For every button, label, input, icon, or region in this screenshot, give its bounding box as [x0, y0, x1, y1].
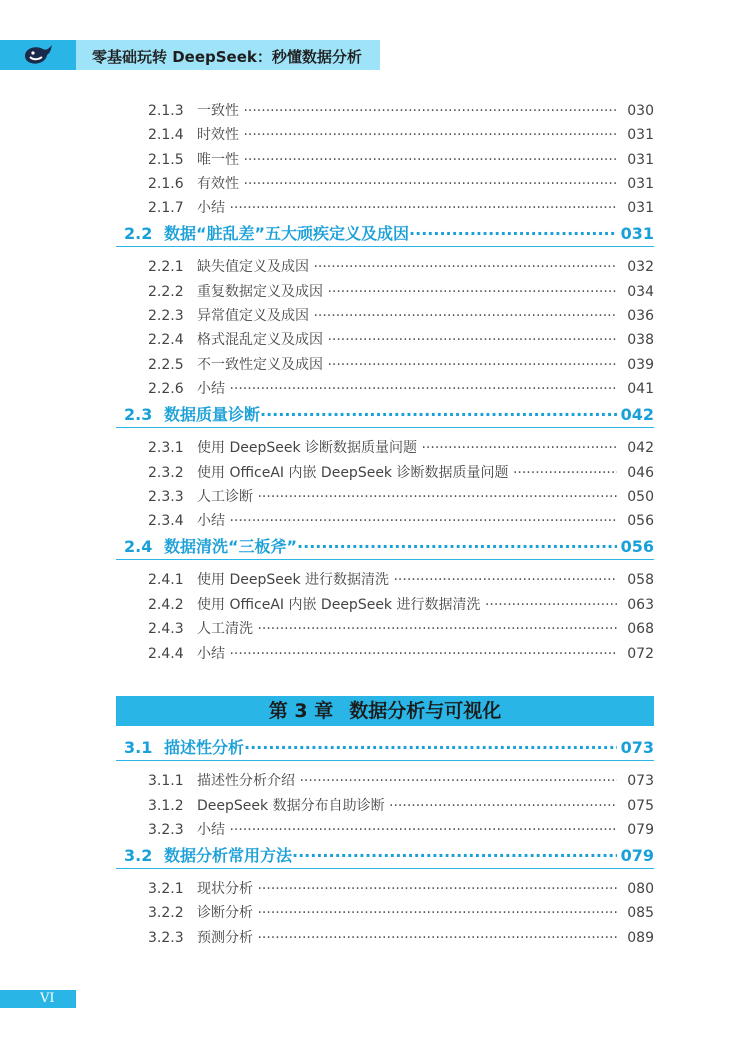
- entry-title: 一致性 ·····: [197, 101, 617, 121]
- entry-number: 2.1.4: [148, 127, 184, 143]
- entry-title: DeepSeek 数据分布自助诊断 ·····: [197, 796, 617, 816]
- section-page: 079: [620, 846, 654, 865]
- toc-section[interactable]: [0, 845, 750, 867]
- section-number: 3.1: [124, 738, 153, 757]
- entry-page: 031: [627, 152, 654, 168]
- section-page: 056: [620, 537, 654, 556]
- entry-number: 2.2.3: [148, 308, 184, 324]
- entry-title: 唯一性 ·····: [197, 150, 617, 170]
- toc-entry[interactable]: [0, 511, 750, 531]
- entry-page: 073: [627, 773, 654, 789]
- toc-entry[interactable]: [0, 125, 750, 145]
- entry-page: 063: [627, 597, 654, 613]
- entry-page: 031: [627, 200, 654, 216]
- toc-entry[interactable]: [0, 198, 750, 218]
- logo: [0, 40, 76, 70]
- section-title: 数据质量诊断 ·····: [164, 404, 617, 426]
- entry-title: 人工清洗 ·····: [197, 619, 617, 639]
- entry-number: 2.4.4: [148, 646, 184, 662]
- section-underline: [116, 559, 654, 560]
- entry-page: 039: [627, 357, 654, 373]
- entry-title: 小结 ·····: [197, 820, 617, 840]
- toc-entry[interactable]: [0, 595, 750, 615]
- entry-page: 038: [627, 332, 654, 348]
- entry-page: 032: [627, 259, 654, 275]
- entry-page: 041: [627, 381, 654, 397]
- entry-number: 2.4.3: [148, 621, 184, 637]
- entry-page: 085: [627, 905, 654, 921]
- toc-section[interactable]: [0, 737, 750, 759]
- section-underline: [116, 246, 654, 247]
- entry-title: 小结 ·····: [197, 511, 617, 531]
- entry-page: 034: [627, 284, 654, 300]
- section-number: 2.4: [124, 537, 153, 556]
- entry-page: 080: [627, 881, 654, 897]
- entry-page: 075: [627, 798, 654, 814]
- entry-page: 056: [627, 513, 654, 529]
- toc-entry[interactable]: [0, 257, 750, 277]
- entry-number: 2.2.6: [148, 381, 184, 397]
- toc-entry[interactable]: [0, 174, 750, 194]
- entry-page: 072: [627, 646, 654, 662]
- toc-entry[interactable]: [0, 771, 750, 791]
- toc-entry[interactable]: [0, 463, 750, 483]
- entry-number: 3.2.1: [148, 881, 184, 897]
- book-title: 零基础玩转 DeepSeek：秒懂数据分析: [92, 48, 362, 66]
- toc-entry[interactable]: [0, 355, 750, 375]
- toc-entry[interactable]: [0, 570, 750, 590]
- entry-number: 2.3.1: [148, 440, 184, 456]
- entry-number: 2.4.1: [148, 572, 184, 588]
- entry-number: 2.4.2: [148, 597, 184, 613]
- entry-title: 小结 ·····: [197, 198, 617, 218]
- section-underline: [116, 760, 654, 761]
- entry-number: 3.1.1: [148, 773, 184, 789]
- entry-title: 预测分析 ·····: [197, 928, 617, 948]
- section-title: 描述性分析 ·····: [164, 737, 617, 759]
- chapter-number: 第 3 章: [268, 700, 334, 722]
- toc-entry[interactable]: [0, 282, 750, 302]
- entry-number: 2.1.3: [148, 103, 184, 119]
- entry-page: 089: [627, 930, 654, 946]
- entry-page: 046: [627, 465, 654, 481]
- toc-entry[interactable]: [0, 879, 750, 899]
- entry-title: 异常值定义及成因 ·····: [197, 306, 617, 326]
- section-number: 3.2: [124, 846, 153, 865]
- toc-entry[interactable]: [0, 438, 750, 458]
- toc-entry[interactable]: [0, 330, 750, 350]
- entry-title: 人工诊断 ·····: [197, 487, 617, 507]
- toc-entry[interactable]: [0, 820, 750, 840]
- chapter-heading[interactable]: [116, 696, 654, 726]
- entry-number: 2.1.7: [148, 200, 184, 216]
- toc-entry[interactable]: [0, 903, 750, 923]
- chapter-title: 数据分析与可视化: [349, 700, 502, 722]
- toc-entry[interactable]: [0, 379, 750, 399]
- section-title: 数据分析常用方法 ·····: [164, 845, 617, 867]
- section-number: 2.3: [124, 405, 153, 424]
- section-page: 031: [620, 224, 654, 243]
- section-underline: [116, 427, 654, 428]
- entry-page: 042: [627, 440, 654, 456]
- entry-title: 缺失值定义及成因 ·····: [197, 257, 617, 277]
- entry-page: 058: [627, 572, 654, 588]
- section-underline: [116, 868, 654, 869]
- entry-title: 时效性 ·····: [197, 125, 617, 145]
- entry-title: 使用 OfficeAI 内嵌 DeepSeek 诊断数据质量问题 ·····: [197, 463, 617, 483]
- entry-title: 小结 ·····: [197, 379, 617, 399]
- page-number: VI: [40, 991, 55, 1006]
- whale-icon: [22, 42, 56, 68]
- toc-entry[interactable]: [0, 101, 750, 121]
- entry-title: 使用 DeepSeek 进行数据清洗 ·····: [197, 570, 617, 590]
- entry-page: 079: [627, 822, 654, 838]
- toc-section[interactable]: [0, 223, 750, 245]
- section-title: 数据清洗“三板斧” ·····: [164, 536, 617, 558]
- entry-number: 3.1.2: [148, 798, 184, 814]
- entry-number: 3.2.3: [148, 930, 184, 946]
- entry-title: 使用 DeepSeek 诊断数据质量问题 ·····: [197, 438, 617, 458]
- entry-number: 3.2.2: [148, 905, 184, 921]
- entry-page: 036: [627, 308, 654, 324]
- entry-title: 格式混乱定义及成因 ·····: [197, 330, 617, 350]
- entry-number: 2.3.3: [148, 489, 184, 505]
- entry-number: 2.2.4: [148, 332, 184, 348]
- section-page: 042: [620, 405, 654, 424]
- entry-title: 描述性分析介绍 ·····: [197, 771, 617, 791]
- entry-number: 2.1.5: [148, 152, 184, 168]
- section-number: 2.2: [124, 224, 153, 243]
- entry-title: 诊断分析 ·····: [197, 903, 617, 923]
- toc-entry[interactable]: [0, 487, 750, 507]
- section-title: 数据“脏乱差”五大顽疾定义及成因 ·····: [164, 223, 617, 245]
- entry-title: 现状分析 ·····: [197, 879, 617, 899]
- toc-section[interactable]: [0, 404, 750, 426]
- entry-page: 050: [627, 489, 654, 505]
- entry-title: 使用 OfficeAI 内嵌 DeepSeek 进行数据清洗 ·····: [197, 595, 617, 615]
- entry-number: 2.3.4: [148, 513, 184, 529]
- entry-number: 2.2.2: [148, 284, 184, 300]
- entry-page: 068: [627, 621, 654, 637]
- entry-page: 030: [627, 103, 654, 119]
- entry-title: 重复数据定义及成因 ·····: [197, 282, 617, 302]
- entry-number: 2.2.5: [148, 357, 184, 373]
- toc-section[interactable]: [0, 536, 750, 558]
- section-page: 073: [620, 738, 654, 757]
- toc-entry[interactable]: [0, 306, 750, 326]
- entry-number: 2.1.6: [148, 176, 184, 192]
- toc-entry[interactable]: [0, 150, 750, 170]
- footer-bar: [0, 990, 76, 1008]
- entry-title: 小结 ·····: [197, 644, 617, 664]
- toc-entry[interactable]: [0, 928, 750, 948]
- toc-entry[interactable]: [0, 796, 750, 816]
- entry-page: 031: [627, 176, 654, 192]
- entry-title: 不一致性定义及成因 ·····: [197, 355, 617, 375]
- entry-page: 031: [627, 127, 654, 143]
- entry-number: 2.3.2: [148, 465, 184, 481]
- entry-title: 有效性 ·····: [197, 174, 617, 194]
- entry-number: 3.2.3: [148, 822, 184, 838]
- toc-entry[interactable]: [0, 644, 750, 664]
- entry-number: 2.2.1: [148, 259, 184, 275]
- toc-entry[interactable]: [0, 619, 750, 639]
